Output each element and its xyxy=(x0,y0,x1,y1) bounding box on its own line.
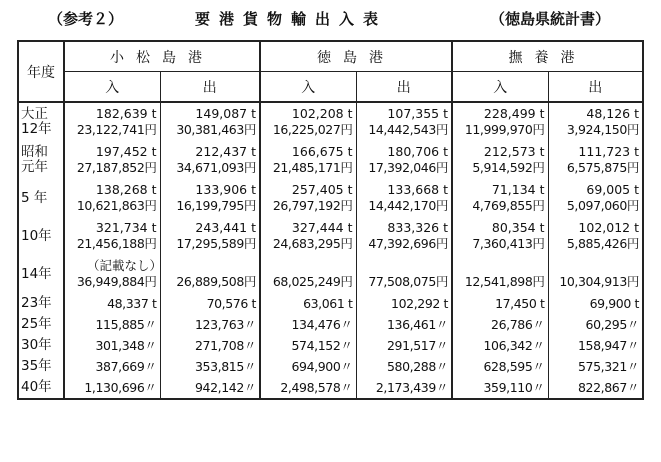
tonnage-value: 102,292 t xyxy=(391,295,448,311)
value-cell xyxy=(356,314,452,335)
tonnage-value: 102,012 t xyxy=(578,220,639,235)
tonnage-value: 575,321〃 xyxy=(578,358,639,374)
year-cell xyxy=(18,255,64,293)
tonnage-value: 1,130,696〃 xyxy=(84,379,157,395)
table-row xyxy=(18,102,643,141)
year-cell xyxy=(18,377,64,399)
tonnage-value: 271,708〃 xyxy=(195,337,256,353)
tonnage-value: 359,110〃 xyxy=(483,379,545,395)
value-cell xyxy=(160,293,260,314)
value-cell xyxy=(452,217,548,255)
tonnage-value: 243,441 t xyxy=(195,220,256,235)
yen-value: 10,621,863円 xyxy=(76,198,157,213)
year-cell xyxy=(18,293,64,314)
table-row xyxy=(18,255,643,293)
value-cell xyxy=(548,335,643,356)
yen-value: 5,914,592円 xyxy=(472,160,545,175)
tonnage-value: 48,337 t xyxy=(107,295,157,311)
yen-value: 3,924,150円 xyxy=(566,122,639,137)
value-cell xyxy=(452,255,548,293)
tonnage-value: 106,342〃 xyxy=(483,337,545,353)
tonnage-value: 115,885〃 xyxy=(95,316,157,332)
tonnage-value: 327,444 t xyxy=(291,220,353,235)
tonnage-value: 133,668 t xyxy=(387,182,448,197)
tonnage-value: 63,061 t xyxy=(303,295,353,311)
value-cell xyxy=(452,179,548,217)
value-cell xyxy=(548,314,643,335)
tonnage-value: 822,867〃 xyxy=(578,379,639,395)
yen-value: 26,889,508円 xyxy=(176,274,256,289)
value-cell xyxy=(452,102,548,141)
tonnage-value: 134,476〃 xyxy=(291,316,353,332)
year-label: 14年 xyxy=(21,265,52,282)
value-cell xyxy=(548,179,643,217)
tonnage-value: 291,517〃 xyxy=(387,337,448,353)
value-cell xyxy=(64,217,160,255)
yen-value: 10,304,913円 xyxy=(559,274,639,289)
year-label: 25年 xyxy=(21,316,52,332)
tonnage-value: 133,906 t xyxy=(195,182,256,197)
year-cell xyxy=(18,314,64,335)
value-cell xyxy=(548,217,643,255)
tonnage-value: 70,576 t xyxy=(206,295,256,311)
value-cell xyxy=(452,356,548,377)
spacer xyxy=(161,258,257,274)
yen-value: 6,575,875円 xyxy=(566,160,639,175)
tonnage-value: 107,355 t xyxy=(387,106,448,121)
tonnage-value: 48,126 t xyxy=(586,106,639,121)
in-header: 入 xyxy=(452,72,548,103)
tonnage-value: 387,669〃 xyxy=(95,358,157,374)
table-row xyxy=(18,314,643,335)
value-cell xyxy=(160,217,260,255)
value-cell xyxy=(356,335,452,356)
yen-value: 27,187,852円 xyxy=(76,160,157,175)
tonnage-value: 197,452 t xyxy=(95,144,157,159)
value-cell xyxy=(64,377,160,399)
year-label: 12年 xyxy=(21,121,52,137)
yen-value: 21,456,188円 xyxy=(76,236,157,251)
yen-value: 14,442,170円 xyxy=(368,198,448,213)
tonnage-value: 942,142〃 xyxy=(195,379,256,395)
tonnage-value: 2,498,578〃 xyxy=(280,379,353,395)
tonnage-value: 80,354 t xyxy=(491,220,545,235)
tonnage-value: 138,268 t xyxy=(95,182,157,197)
tonnage-value: 833,326 t xyxy=(387,220,448,235)
year-label: 元年 xyxy=(21,159,48,175)
value-cell xyxy=(160,141,260,179)
tonnage-value: 212,437 t xyxy=(195,144,256,159)
yen-value: 47,392,696円 xyxy=(368,236,448,251)
year-label: 5 年 xyxy=(21,189,48,206)
table-row xyxy=(18,335,643,356)
value-cell xyxy=(260,293,356,314)
yen-value: 17,392,046円 xyxy=(368,160,448,175)
value-cell xyxy=(160,314,260,335)
value-cell xyxy=(548,102,643,141)
tonnage-value: 628,595〃 xyxy=(483,358,545,374)
tonnage-value: 574,152〃 xyxy=(291,337,353,353)
value-cell xyxy=(260,141,356,179)
value-cell xyxy=(64,102,160,141)
year-column-header: 年度 xyxy=(18,41,64,102)
tonnage-value: 123,763〃 xyxy=(195,316,256,332)
tonnage-value: 353,815〃 xyxy=(195,358,256,374)
tonnage-value: 228,499 t xyxy=(483,106,545,121)
spacer xyxy=(453,258,545,274)
year-cell xyxy=(18,179,64,217)
value-cell xyxy=(160,335,260,356)
yen-value: 16,225,027円 xyxy=(272,122,353,137)
spacer xyxy=(261,258,353,274)
value-cell xyxy=(64,255,163,293)
value-cell xyxy=(548,356,643,377)
yen-value: 4,769,855円 xyxy=(472,198,545,213)
yen-value: 68,025,249円 xyxy=(272,274,353,289)
value-cell xyxy=(260,102,356,141)
tonnage-value: 136,461〃 xyxy=(387,316,448,332)
year-label: 40年 xyxy=(21,379,52,395)
out-header: 出 xyxy=(356,72,452,103)
tonnage-value: 102,208 t xyxy=(291,106,353,121)
tonnage-value: 149,087 t xyxy=(195,106,256,121)
value-cell xyxy=(260,314,356,335)
tonnage-value: 60,295〃 xyxy=(585,316,639,332)
value-cell xyxy=(452,141,548,179)
yen-value: 11,999,970円 xyxy=(464,122,545,137)
year-cell xyxy=(18,217,64,255)
value-cell xyxy=(160,102,260,141)
in-header: 入 xyxy=(64,72,160,103)
yen-value: 23,122,741円 xyxy=(76,122,157,137)
value-cell xyxy=(160,179,260,217)
value-cell xyxy=(64,141,160,179)
out-header: 出 xyxy=(548,72,643,103)
tonnage-value: 26,786〃 xyxy=(491,316,545,332)
table-row xyxy=(18,141,643,179)
table-row xyxy=(18,293,643,314)
value-cell xyxy=(64,179,160,217)
year-label: 大正 xyxy=(21,106,48,122)
value-cell xyxy=(260,179,356,217)
tonnage-value: 301,348〃 xyxy=(95,337,157,353)
yen-value: 77,508,075円 xyxy=(368,274,448,289)
value-cell xyxy=(452,314,548,335)
yen-value: 30,381,463円 xyxy=(176,122,256,137)
yen-value: 5,097,060円 xyxy=(566,198,639,213)
yen-value: 24,683,295円 xyxy=(272,236,353,251)
tonnage-value: 2,173,439〃 xyxy=(375,379,448,395)
value-cell xyxy=(356,141,452,179)
tonnage-value: 321,734 t xyxy=(95,220,157,235)
value-cell xyxy=(356,377,452,399)
tonnage-value: 69,005 t xyxy=(586,182,639,197)
value-cell xyxy=(260,217,356,255)
port-cargo-table xyxy=(17,40,644,400)
out-header: 出 xyxy=(160,72,260,103)
tonnage-value: 182,639 t xyxy=(95,106,157,121)
yen-value: 26,797,192円 xyxy=(272,198,353,213)
yen-value: 12,541,898円 xyxy=(464,274,545,289)
value-cell xyxy=(64,356,160,377)
tonnage-value: 257,405 t xyxy=(291,182,353,197)
yen-value: 36,949,884円 xyxy=(76,274,157,289)
value-cell xyxy=(160,356,260,377)
tonnage-value: 17,450 t xyxy=(495,295,545,311)
tonnage-value: 111,723 t xyxy=(578,144,639,159)
tonnage-value: 212,573 t xyxy=(483,144,545,159)
yen-value: 16,199,795円 xyxy=(176,198,256,213)
tonnage-value: 580,288〃 xyxy=(387,358,448,374)
value-cell xyxy=(260,335,356,356)
tonnage-value: 158,947〃 xyxy=(578,337,639,353)
page-title: 要港貨物輸出入表 xyxy=(195,10,388,28)
no-record-note: （記載なし） xyxy=(87,258,163,273)
tonnage-value: 166,675 t xyxy=(291,144,353,159)
tonnage-value: 180,706 t xyxy=(387,144,448,159)
spacer xyxy=(549,258,640,274)
year-cell xyxy=(18,335,64,356)
value-cell xyxy=(452,377,548,399)
tonnage-value: 71,134 t xyxy=(491,182,545,197)
yen-value: 14,442,543円 xyxy=(368,122,448,137)
value-cell xyxy=(160,377,260,399)
in-header: 入 xyxy=(260,72,356,103)
value-cell xyxy=(356,255,452,293)
yen-value: 21,485,171円 xyxy=(272,160,353,175)
year-label: 30年 xyxy=(21,337,52,353)
yen-value: 5,885,426円 xyxy=(566,236,639,251)
value-cell xyxy=(356,217,452,255)
yen-value: 7,360,413円 xyxy=(472,236,545,251)
value-cell xyxy=(160,255,260,293)
spacer xyxy=(357,258,449,274)
value-cell xyxy=(64,293,160,314)
value-cell xyxy=(452,335,548,356)
tonnage-value: 694,900〃 xyxy=(291,358,353,374)
value-cell xyxy=(548,255,643,293)
port-header-komatsushima: 小松島港 xyxy=(64,41,260,72)
table-row xyxy=(18,356,643,377)
value-cell xyxy=(548,293,643,314)
value-cell xyxy=(356,293,452,314)
yen-value: 34,671,093円 xyxy=(176,160,256,175)
value-cell xyxy=(64,314,160,335)
tonnage-value: 69,900 t xyxy=(589,295,639,311)
year-label: 35年 xyxy=(21,358,52,374)
value-cell xyxy=(356,102,452,141)
yen-value: 17,295,589円 xyxy=(176,236,256,251)
value-cell xyxy=(356,356,452,377)
year-label: 10年 xyxy=(21,227,52,244)
value-cell xyxy=(548,141,643,179)
reference-label: （参考２） xyxy=(48,10,124,28)
table-row xyxy=(18,217,643,255)
table-row xyxy=(18,377,643,399)
table-row xyxy=(18,179,643,217)
value-cell xyxy=(548,377,643,399)
value-cell xyxy=(356,179,452,217)
value-cell xyxy=(260,356,356,377)
year-cell xyxy=(18,141,64,179)
year-cell xyxy=(18,102,64,141)
year-label: 23年 xyxy=(21,295,52,311)
value-cell xyxy=(452,293,548,314)
year-label: 昭和 xyxy=(21,144,48,160)
port-header-tokushima: 徳島港 xyxy=(260,41,452,72)
source-label: （徳島県統計書） xyxy=(490,10,611,28)
value-cell xyxy=(64,335,160,356)
value-cell xyxy=(260,255,356,293)
port-header-muya: 撫養港 xyxy=(452,41,643,72)
year-cell xyxy=(18,356,64,377)
value-cell xyxy=(260,377,356,399)
